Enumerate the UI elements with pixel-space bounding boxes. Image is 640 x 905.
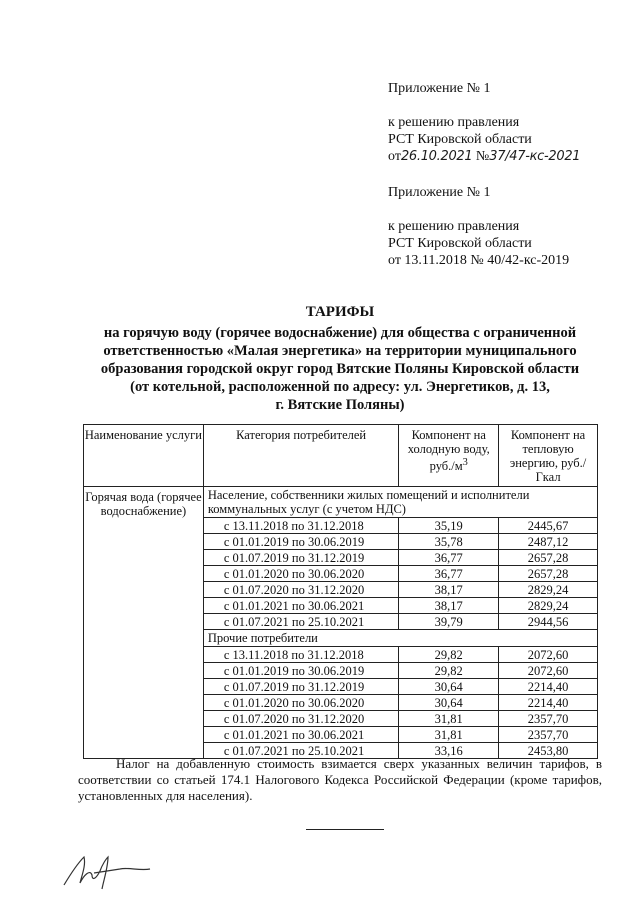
heading-line: ответственностью «Малая энергетика» на территории муниципального: [103, 343, 577, 359]
header-cold-water-label: Компонент на холодную воду, руб./м: [407, 428, 490, 474]
category-cell: Прочие потребители: [203, 630, 597, 647]
heading-line: (от котельной, расположенной по адресу: ул. Энергетиков, д. 13,: [130, 379, 550, 395]
service-name-cell: Горячая вода (горячее водоснабжение): [84, 487, 204, 759]
period-cell: с 01.01.2019 по 30.06.2019: [203, 663, 398, 679]
cold-water-cell: 36,77: [399, 550, 499, 566]
period-cell: с 01.07.2019 по 31.12.2019: [203, 550, 398, 566]
header-thermal: Компонент на тепловую энергию, руб./Гкал: [499, 425, 598, 487]
cold-water-cell: 31,81: [399, 727, 499, 743]
thermal-cell: 2445,67: [499, 518, 598, 534]
thermal-cell: 2657,28: [499, 566, 598, 582]
thermal-cell: 2657,28: [499, 550, 598, 566]
signature: [58, 845, 158, 893]
heading-line: образования городской округ город Вятские Поляны Кировской области: [100, 361, 580, 377]
cold-water-cell: 31,81: [399, 711, 499, 727]
appendix-previous-line2: РСТ Кировской области: [388, 236, 532, 251]
cold-water-cell: 29,82: [399, 663, 499, 679]
handwritten-number: 37/47-кс-2021: [489, 149, 581, 164]
thermal-cell: 2214,40: [499, 695, 598, 711]
tariff-title: ТАРИФЫ: [305, 304, 375, 320]
period-cell: с 01.07.2021 по 25.10.2021: [203, 743, 398, 759]
table-header-row: [84, 425, 598, 487]
period-cell: с 01.07.2020 по 31.12.2020: [203, 582, 398, 598]
appendix-current: [388, 80, 580, 165]
appendix-current-line2: РСТ Кировской области: [388, 132, 532, 147]
period-cell: с 01.07.2019 по 31.12.2019: [203, 679, 398, 695]
cold-water-cell: 30,64: [399, 679, 499, 695]
period-cell: с 13.11.2018 по 31.12.2018: [203, 518, 398, 534]
thermal-cell: 2072,60: [499, 647, 598, 663]
appendix-previous-line1: к решению правления: [388, 219, 520, 234]
appendix-current-number-prefix: №: [475, 149, 490, 164]
handwritten-date: 26.10.2021: [400, 149, 473, 164]
appendix-previous-title: Приложение № 1: [388, 185, 491, 200]
period-cell: с 01.07.2020 по 31.12.2020: [203, 711, 398, 727]
thermal-cell: 2214,40: [499, 679, 598, 695]
cold-water-cell: 29,82: [399, 647, 499, 663]
tariff-table: [83, 424, 598, 759]
cold-water-cell: 36,77: [399, 566, 499, 582]
appendix-current-line1: к решению правления: [388, 115, 520, 130]
cold-water-cell: 33,16: [399, 743, 499, 759]
thermal-cell: 2829,24: [499, 598, 598, 614]
header-cold-water: [399, 425, 499, 487]
appendix-current-date-line: [388, 148, 580, 165]
tariff-heading: [60, 303, 620, 414]
category-cell: Население, собственники жилых помещений и исполнители коммунальных услуг (с учетом НДС): [203, 487, 597, 518]
thermal-cell: 2453,80: [499, 743, 598, 759]
period-cell: с 01.01.2019 по 30.06.2019: [203, 534, 398, 550]
header-cold-water-sup: 3: [462, 457, 468, 468]
cold-water-cell: 39,79: [399, 614, 499, 630]
period-cell: с 01.07.2021 по 25.10.2021: [203, 614, 398, 630]
end-rule: [306, 829, 384, 830]
header-category: Категория потребителей: [203, 425, 398, 487]
vat-note-text: Налог на добавленную стоимость взимается сверх указанных величин тарифов, в соответствии со статьей 174.1 Налогового Кодекса Российской Федерации (кроме тарифов, установленных для населения).: [78, 756, 602, 803]
thermal-cell: 2487,12: [499, 534, 598, 550]
cold-water-cell: 35,19: [399, 518, 499, 534]
thermal-cell: 2357,70: [499, 727, 598, 743]
heading-line: на горячую воду (горячее водоснабжение) для общества с ограниченной: [103, 325, 577, 341]
thermal-cell: 2357,70: [499, 711, 598, 727]
cold-water-cell: 38,17: [399, 598, 499, 614]
appendix-previous-line3: от 13.11.2018 № 40/42-кс-2019: [388, 253, 570, 268]
period-cell: с 13.11.2018 по 31.12.2018: [203, 647, 398, 663]
cold-water-cell: 30,64: [399, 695, 499, 711]
appendix-current-date-prefix: от: [388, 149, 401, 164]
thermal-cell: 2072,60: [499, 663, 598, 679]
thermal-cell: 2944,56: [499, 614, 598, 630]
period-cell: с 01.01.2021 по 30.06.2021: [203, 598, 398, 614]
header-service: Наименование услуги: [84, 425, 204, 487]
cold-water-cell: 38,17: [399, 582, 499, 598]
category-row: [84, 487, 598, 518]
cold-water-cell: 35,78: [399, 534, 499, 550]
heading-line: г. Вятские Поляны): [275, 397, 405, 413]
thermal-cell: 2829,24: [499, 582, 598, 598]
appendix-current-title: Приложение № 1: [388, 81, 491, 96]
appendix-previous: [388, 184, 569, 269]
period-cell: с 01.01.2021 по 30.06.2021: [203, 727, 398, 743]
period-cell: с 01.01.2020 по 30.06.2020: [203, 695, 398, 711]
vat-note: [78, 756, 602, 804]
period-cell: с 01.01.2020 по 30.06.2020: [203, 566, 398, 582]
